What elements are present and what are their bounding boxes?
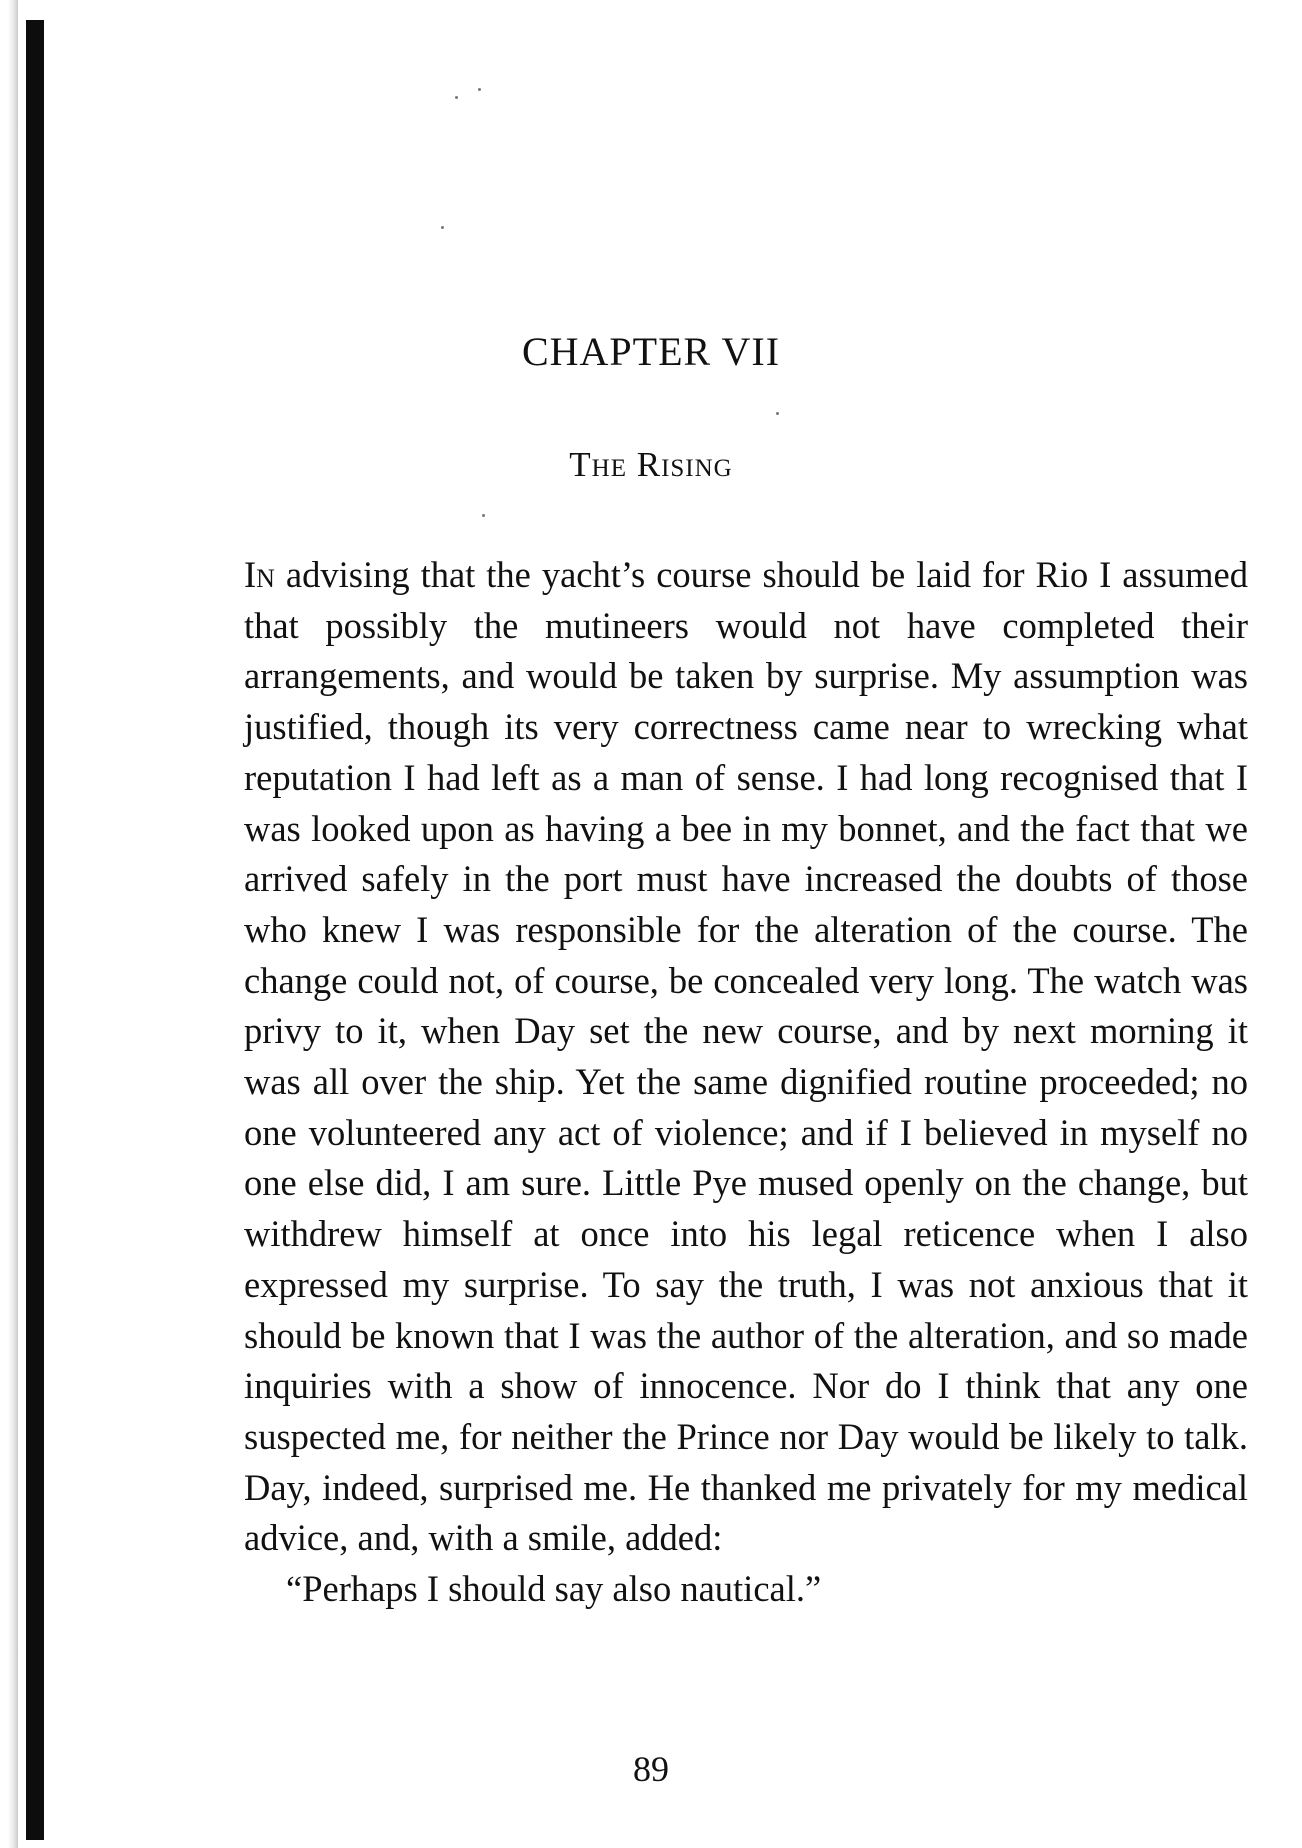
lead-word: In [244,554,275,595]
paper-speck [455,96,458,99]
paper-speck [776,412,779,415]
page-number: 89 [633,1749,669,1789]
paper-speck [478,88,481,91]
quote-paragraph: “Perhaps I should say also nautical.” [286,1568,822,1610]
chapter-heading: CHAPTER VII [521,329,781,374]
paper-speck [482,514,485,517]
paper-speck [441,226,444,229]
chapter-title: The Rising [569,445,733,484]
paragraph-text: advising that the yacht’s course should be laid for Rio I assumed that possibly the mutineers would not have completed their arrangements, and would be taken by surprise. My assumption was justified, though its very correctness came near to wrecking what reputation I had left as a man of sense. I had long recognised that I was looked upon as having a bee in my bonnet, and the fact that we arrived safely in the port must have increased the doubts of those who knew I was responsible for the alteration of the course. The change could not, of course, be concealed very long. The watch was privy to it, when Day set the new course, and by next morning it was all over the ship. Yet the same dignified routine proceeded; no one volunteered any act of violence; and if I believed in myself no one else did, I am sure. Little Pye mused openly on the change, but withdrew himself at once into his legal reticence when I also expressed my surprise. To say the truth, I was not anxious that it should be known that I was the author of the alteration, and so made inquiries with a show of innocence. Nor do I think that any one suspected me, for neither the Prince nor Day would be likely to talk. Day, indeed, surprised me. He thanked me privately for my medical advice, and, with a smile, added: [244,554,1248,1559]
paragraph [244,550,1248,1564]
book-spine-shadow [26,20,44,1840]
chapter-body [244,550,1248,1615]
page-edge-shadow [8,0,18,1848]
